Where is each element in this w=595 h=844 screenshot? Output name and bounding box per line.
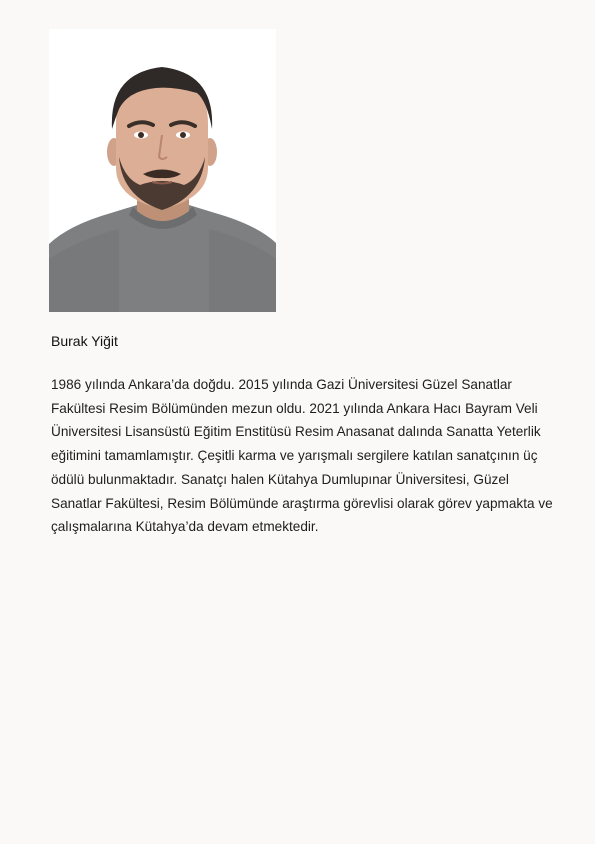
artist-portrait-photo — [49, 29, 276, 312]
artist-name: Burak Yiğit — [51, 333, 118, 349]
artist-biography: 1986 yılında Ankara’da doğdu. 2015 yılında Gazi Üniversitesi Güzel Sanatlar Fakültesi Resim Bölümünden mezun oldu. 2021 yılında Ankara Hacı Bayram Veli Üniversitesi Lisansüstü Eğitim Enstitüsü Resim Anasanat dalında Sanatta Yeterlik eğitimini tamamlamıştır. Çeşitli karma ve yarışmalı sergilere katılan sanatçının üç ödülü bulunmaktadır. Sanatçı halen Kütahya Dumlupınar Üniversitesi, Güzel Sanatlar Fakültesi, Resim Bölümünde araştırma görevlisi olarak görev yapmakta ve çalışmalarına Kütahya’da devam etmektedir. — [51, 377, 553, 535]
